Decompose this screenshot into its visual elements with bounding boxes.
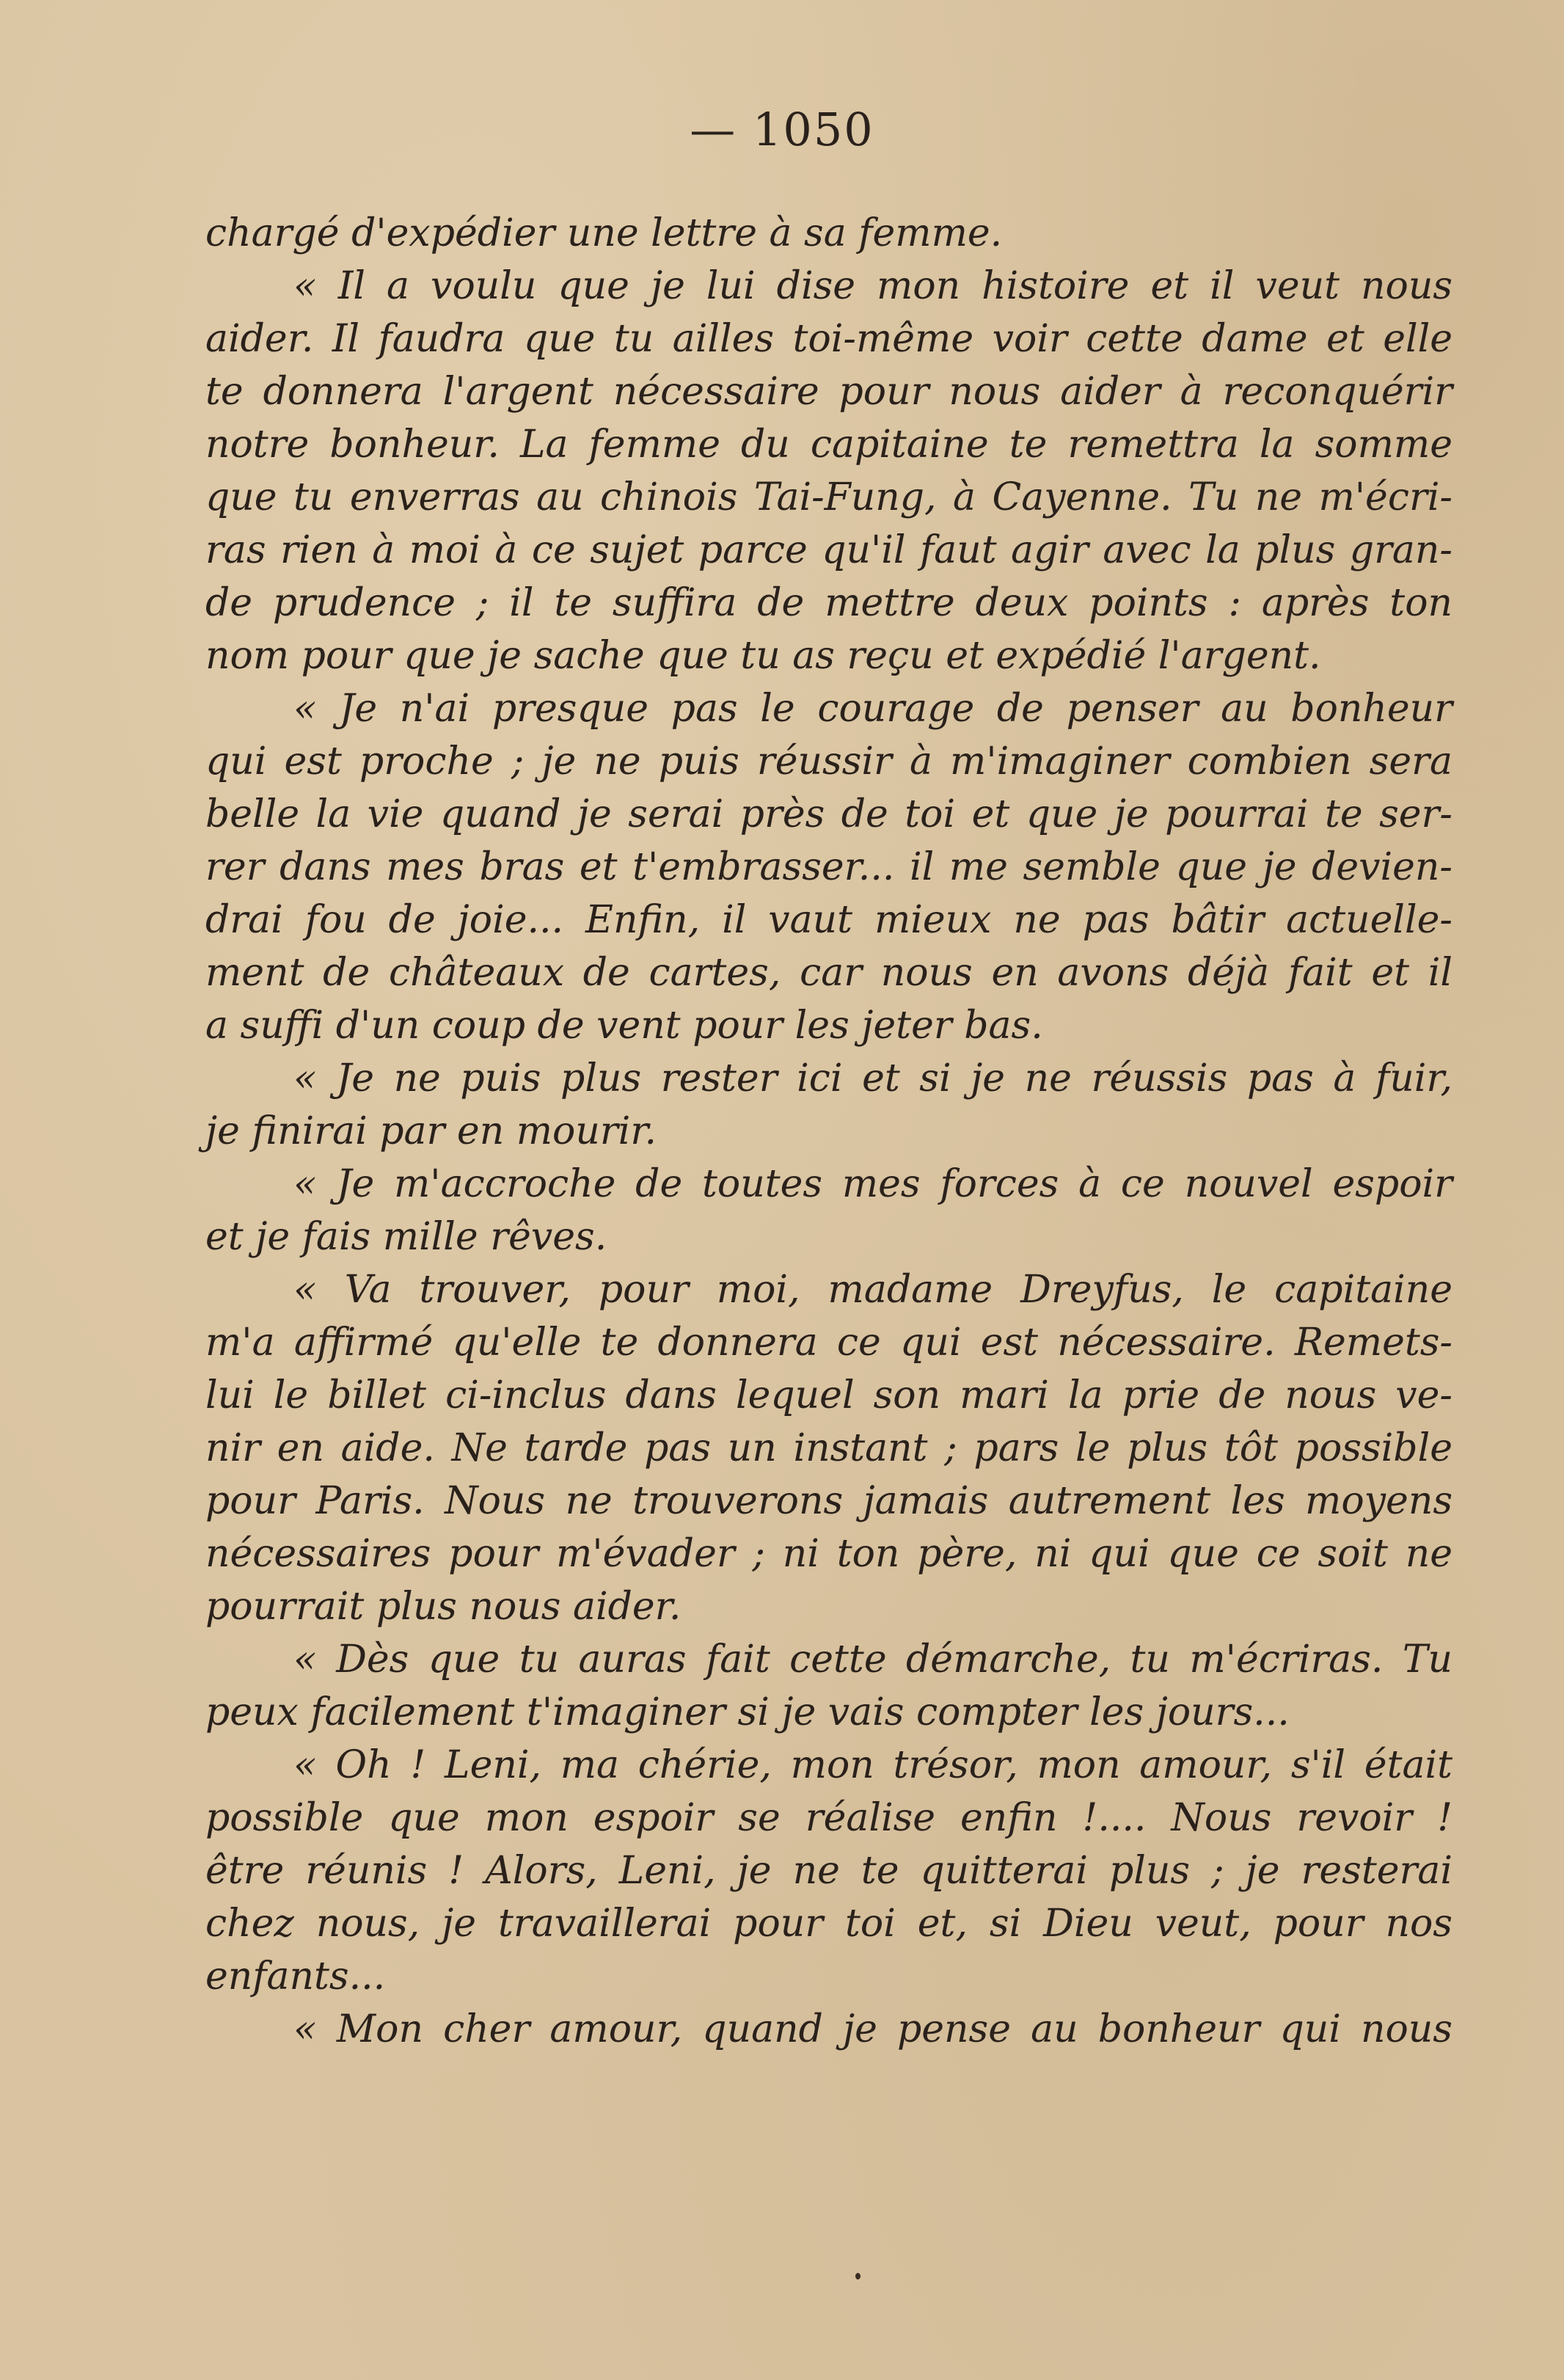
text-line: te donnera l'argent nécessaire pour nous aider à reconquérir [205, 370, 1452, 414]
text-line: « Dès que tu auras fait cette démarche, tu m'écriras. Tu [293, 1638, 1452, 1682]
text-line: chargé d'expédier une lettre à sa femme. [205, 211, 1003, 255]
text-line: nom pour que je sache que tu as reçu et expédié l'argent. [205, 634, 1321, 678]
text-line: peux facilement t'imaginer si je vais compter les jours... [205, 1690, 1290, 1734]
text-line: « Va trouver, pour moi, madame Dreyfus, le capitaine [293, 1268, 1452, 1312]
text-line: « Je ne puis plus rester ici et si je ne réussis pas à fuir, [293, 1056, 1452, 1100]
text-line: nir en aide. Ne tarde pas un instant ; pars le plus tôt possible [205, 1426, 1452, 1470]
text-line: a suffi d'un coup de vent pour les jeter bas. [205, 1004, 1043, 1048]
text-line: pourrait plus nous aider. [205, 1585, 681, 1629]
body-text [205, 207, 1452, 2056]
text-line: de prudence ; il te suffira de mettre deux points : après ton [205, 581, 1452, 625]
text-line: « Je n'ai presque pas le courage de penser au bonheur [293, 687, 1452, 731]
text-line: être réunis ! Alors, Leni, je ne te quitterai plus ; je resterai [205, 1849, 1452, 1893]
text-line: enfants... [205, 1954, 386, 1998]
text-line: « Oh ! Leni, ma chérie, mon trésor, mon amour, s'il était [293, 1743, 1452, 1787]
text-line: je finirai par en mourir. [205, 1109, 657, 1153]
text-line: chez nous, je travaillerai pour toi et, si Dieu veut, pour nos [205, 1902, 1452, 1946]
text-line: belle la vie quand je serai près de toi et que je pourrai te ser- [205, 792, 1452, 836]
text-line: pour Paris. Nous ne trouverons jamais autrement les moyens [205, 1479, 1452, 1523]
text-line: et je fais mille rêves. [205, 1215, 607, 1259]
text-line: ras rien à moi à ce sujet parce qu'il faut agir avec la plus gran- [205, 528, 1452, 572]
text-line: rer dans mes bras et t'embrasser... il me semble que je devien- [205, 845, 1452, 889]
text-line: « Je m'accroche de toutes mes forces à ce nouvel espoir [293, 1162, 1452, 1206]
text-line: notre bonheur. La femme du capitaine te remettra la somme [205, 423, 1452, 467]
text-line: lui le billet ci-inclus dans lequel son mari la prie de nous ve- [205, 1373, 1452, 1417]
page-number: — 1050 [690, 103, 874, 156]
text-line: qui est proche ; je ne puis réussir à m'imaginer combien sera [205, 740, 1452, 784]
text-line: que tu enverras au chinois Tai-Fung, à Cayenne. Tu ne m'écri- [205, 475, 1452, 519]
text-line: possible que mon espoir se réalise enfin !.... Nous revoir ! [205, 1796, 1452, 1840]
text-line: « Il a voulu que je lui dise mon histoire et il veut nous [293, 264, 1452, 308]
text-line: nécessaires pour m'évader ; ni ton père, ni qui que ce soit ne [205, 1532, 1452, 1576]
text-line: ment de châteaux de cartes, car nous en avons déjà fait et il [205, 951, 1452, 995]
text-line: « Mon cher amour, quand je pense au bonheur qui nous [293, 2007, 1452, 2051]
text-line: aider. Il faudra que tu ailles toi-même voir cette dame et elle [205, 317, 1452, 361]
text-line: drai fou de joie... Enfin, il vaut mieux ne pas bâtir actuelle- [205, 898, 1452, 942]
ink-spot [855, 2273, 860, 2279]
text-line: m'a affirmé qu'elle te donnera ce qui est nécessaire. Remets- [205, 1321, 1452, 1365]
